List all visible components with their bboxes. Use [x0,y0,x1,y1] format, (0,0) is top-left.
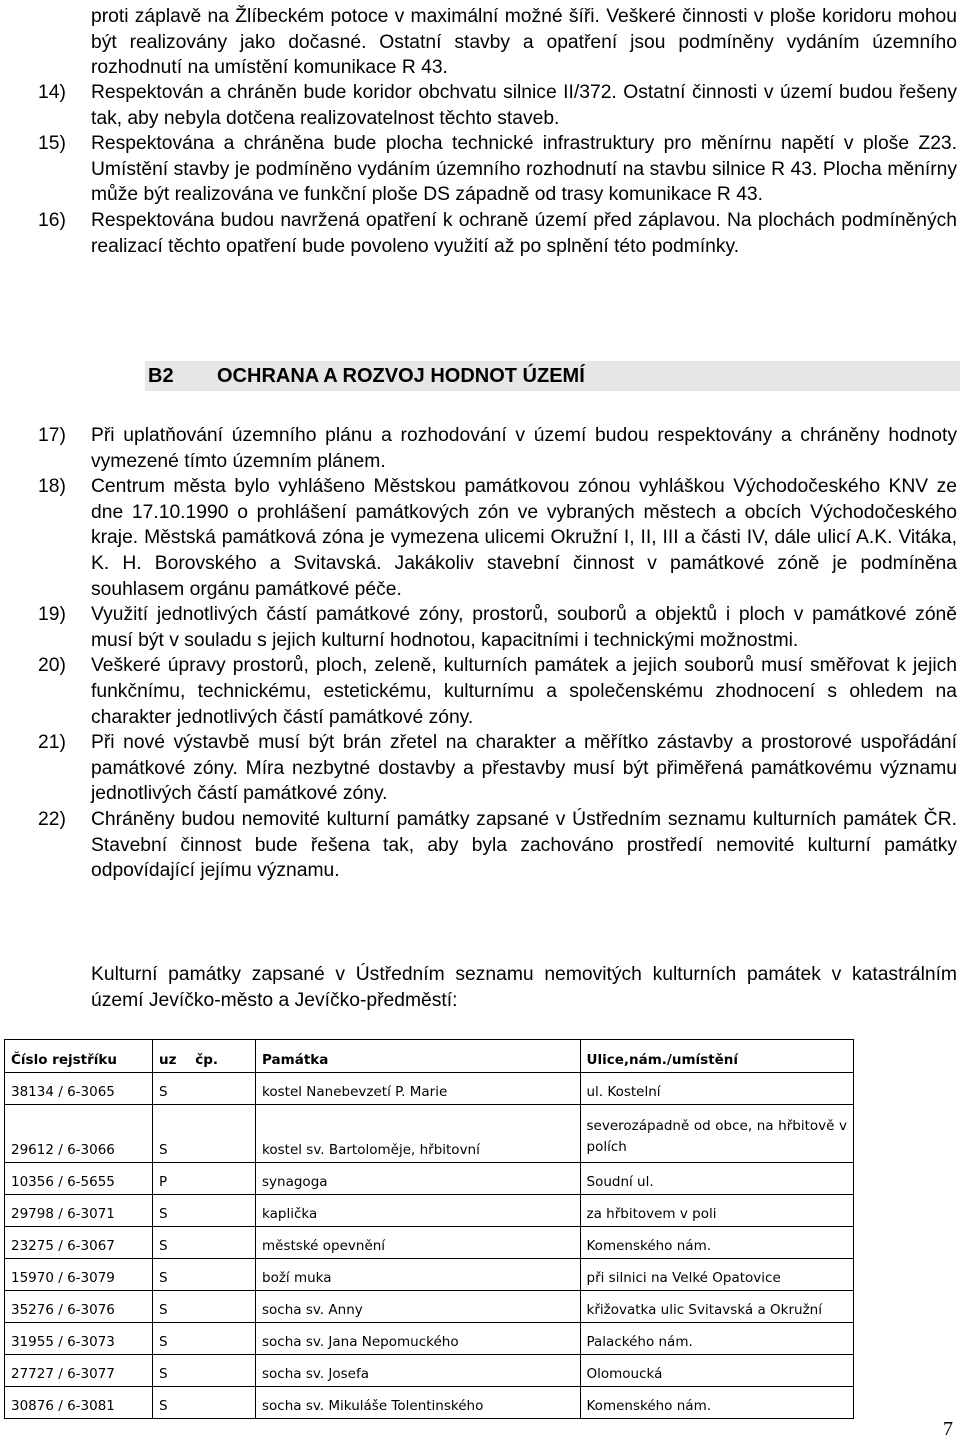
intro-paragraph [91,4,957,81]
cell-register-number: 38134 / 6-3065 [5,1073,153,1105]
cell-uz: S [152,1323,255,1355]
item-number: 20) [38,655,66,677]
item-text: Chráněny budou nemovité kulturní památky zapsané v Ústředním seznamu kulturních památek ČR. Stavební činnost bude řešena tak, aby byla zachováno prostředí nemovité kulturní památky odpovídající jejímu významu. [91,808,957,882]
cell-monument: kaplička [256,1195,580,1227]
cell-monument: socha sv. Josefa [256,1355,580,1387]
section-code: B2 [148,365,174,387]
cell-register-number: 27727 / 6-3077 [5,1355,153,1387]
item-number: 15) [38,133,66,155]
item-number: 17) [38,425,66,446]
cell-uz: S [152,1195,255,1227]
list-item [38,423,957,474]
requirements-list-a [38,80,957,259]
cell-location: křižovatka ulic Svitavská a Okružní [580,1291,854,1323]
closing-paragraph: Kulturní památky zapsané v Ústředním seznamu nemovitých kulturních památek v katastrálním území Jevíčko-město a Jevíčko-předměstí: [91,964,957,1011]
page-number: 7 [943,1418,953,1440]
list-item [38,80,957,131]
table-row [5,1105,854,1163]
item-number: 19) [38,604,66,626]
cell-register-number: 29798 / 6-3071 [5,1195,153,1227]
item-text: Při nové výstavbě musí být brán zřetel na charakter a měřítko zástavby a prostorové uspořádání památkové zóny. Míra nezbytné dostavby a přestavby musí být přiměřená památkovému významu jednotlivých částí památkové zóny. [91,732,957,805]
cell-monument: boží muka [256,1259,580,1291]
item-text: Veškeré úpravy prostorů, ploch, zeleně, kulturních památek a jejich souborů musí směřovat k jejich funkčnímu, technickému, estetickému, kulturnímu a společenskému zhodnocení s ohledem na charakter jednotlivých částí památkové zóny. [91,655,957,728]
cell-register-number: 29612 / 6-3066 [5,1105,153,1163]
cell-location: při silnici na Velké Opatovice [580,1259,854,1291]
table-row [5,1259,854,1291]
cell-location: za hřbitovem v poli [580,1195,854,1227]
cell-uz: S [152,1073,255,1105]
item-text: Respektován a chráněn bude koridor obchvatu silnice II/372. Ostatní činnosti v území budou řešeny tak, aby nebyla dotčena realizovatelnost těchto staveb. [91,82,957,129]
cell-monument: městské opevnění [256,1227,580,1259]
cell-monument: socha sv. Mikuláše Tolentinského [256,1387,580,1419]
cell-monument: socha sv. Anny [256,1291,580,1323]
cell-uz: P [152,1163,255,1195]
cell-register-number: 10356 / 6-5655 [5,1163,153,1195]
list-item [38,208,957,259]
cell-location: Palackého nám. [580,1323,854,1355]
list-item [38,602,957,653]
requirements-list-b [38,423,957,884]
header-uz: uz [158,1052,177,1068]
cell-monument: kostel Nanebevzetí P. Marie [256,1073,580,1105]
table-row [5,1355,854,1387]
item-number: 21) [38,732,66,754]
header-cp: čp. [195,1052,219,1068]
item-text: Respektována a chráněna bude plocha technické infrastruktury pro měnírnu napětí v ploše Z23. Umístění stavby je podmíněno vydáním územního rozhodnutí na stavbu silnice R 43. Plocha měnírny může být realizována ve funkční ploše DS západně od trasy komunikace R 43. [91,133,957,206]
list-item [38,653,957,730]
cell-location: Komenského nám. [580,1227,854,1259]
cell-location: Olomoucká [580,1355,854,1387]
section-heading [145,361,960,391]
section-title: OCHRANA A ROZVOJ HODNOT ÚZEMÍ [217,365,585,387]
cell-location: ul. Kostelní [580,1073,854,1105]
cell-register-number: 23275 / 6-3067 [5,1227,153,1259]
monuments-table [4,1039,854,1419]
item-number: 14) [38,82,66,103]
item-text: Využití jednotlivých částí památkové zóny, prostorů, souborů a objektů i ploch v památkové zóně musí být v souladu s jejich kulturní hodnotou, kapacitními i technickými možnostmi. [91,604,957,651]
cell-monument: synagoga [256,1163,580,1195]
table-row [5,1387,854,1419]
header-register-number: Číslo rejstříku [5,1040,153,1073]
list-item [38,807,957,884]
intro-text: proti záplavě na Žlíbeckém potoce v maximální možné šíři. Veškeré činnosti v ploše koridoru mohou být realizovány jako dočasné. Ostatní stavby a opatření jsou podmíněny vydáním územního rozhodnutí na umístění komunikace R 43. [91,6,957,79]
list-item [38,730,957,807]
cell-register-number: 35276 / 6-3076 [5,1291,153,1323]
item-text: Centrum města bylo vyhlášeno Městskou památkovou zónou vyhláškou Východočeského KNV ze dne 17.10.1990 o prohlášení památkových zón ve vybraných městech a obcích Východočeského kraje. Městská památková zóna je vymezena ulicemi Okružní I, II, III a části IV, dále ulicí A.K. Vitáka, K. H. Borovského a Svitavská. Jakákoliv stavební činnost v památkové zóně je podmíněna souhlasem orgánu památkové péče. [91,476,957,600]
table-row [5,1163,854,1195]
item-text: Při uplatňování územního plánu a rozhodování v území budou respektovány a chráněny hodnoty vymezené tímto územním plánem. [91,425,957,472]
table-row [5,1323,854,1355]
header-monument: Památka [256,1040,580,1073]
table-row [5,1227,854,1259]
list-item [38,131,957,208]
item-number: 16) [38,209,66,231]
item-text: Respektována budou navržená opatření k ochraně území před záplavou. Na plochách podmíněných realizací těchto opatření bude povoleno využití až po splnění této podmínky. [91,209,957,257]
cell-monument: socha sv. Jana Nepomuckého [256,1323,580,1355]
list-item [38,474,957,602]
cell-uz: S [152,1387,255,1419]
cell-location: severozápadně od obce, na hřbitově v polích [580,1105,854,1163]
cell-location: Komenského nám. [580,1387,854,1419]
cell-register-number: 30876 / 6-3081 [5,1387,153,1419]
cell-location: Soudní ul. [580,1163,854,1195]
cell-uz: S [152,1291,255,1323]
cell-uz: S [152,1355,255,1387]
cell-monument: kostel sv. Bartoloměje, hřbitovní [256,1105,580,1163]
item-number: 18) [38,476,66,498]
item-number: 22) [38,808,66,830]
cell-uz: S [152,1259,255,1291]
table-row [5,1073,854,1105]
table-row [5,1195,854,1227]
header-location: Ulice,nám./umístění [580,1040,854,1073]
cell-register-number: 15970 / 6-3079 [5,1259,153,1291]
cell-register-number: 31955 / 6-3073 [5,1323,153,1355]
cell-uz: S [152,1227,255,1259]
table-row [5,1291,854,1323]
header-uz-cp [152,1040,255,1073]
table-header-row [5,1040,854,1073]
cell-uz: S [152,1105,255,1163]
